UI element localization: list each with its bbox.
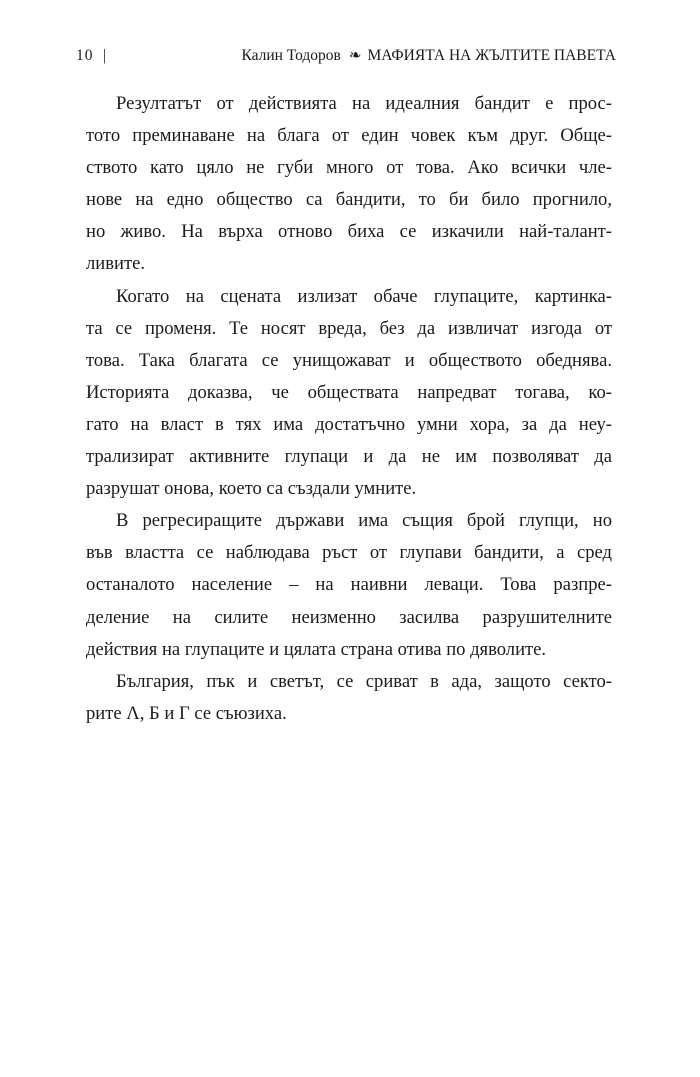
author-name: Калин Тодоров: [241, 47, 341, 64]
running-header: [76, 44, 616, 68]
text-line: деление на силите неизменно засилва разрушителните: [86, 606, 612, 628]
body-text: [86, 88, 612, 730]
text-line: останалото население – на наивни леваци. Това разпре-: [86, 574, 612, 596]
text-line: Когато на сцената излизат обаче глупаците, картинка-: [116, 285, 612, 307]
text-line: действия на глупаците и цялата страна отива по дяволите.: [86, 638, 547, 660]
book-title: МАФИЯТА НА ЖЪЛТИТЕ ПАВЕТА: [367, 47, 616, 64]
paragraph: [86, 666, 612, 730]
page-number-separator: |: [103, 47, 107, 64]
text-line: Историята доказва, че обществата напредват тогава, ко-: [86, 381, 612, 403]
running-head: [241, 44, 616, 68]
text-line: ството като цяло не губи много от това. Ако всички чле-: [86, 157, 612, 179]
page-number: 10: [76, 47, 94, 64]
text-line: тото преминаване на блага от един човек към друг. Обще-: [86, 125, 612, 147]
text-line: България, пък и светът, се сриват в ада, защото секто-: [116, 670, 612, 692]
text-line: трализират активните глупаци и да не им позволяват да: [86, 446, 612, 468]
text-line: та се променя. Те носят вреда, без да извличат изгода от: [86, 317, 612, 339]
text-line: разрушат онова, което са създали умните.: [86, 478, 417, 500]
text-line: това. Така благата се унищожават и обществото обеднява.: [86, 349, 612, 371]
text-line: ливите.: [86, 253, 145, 275]
fleuron-icon: ❧: [348, 48, 362, 64]
text-line: във властта се наблюдава ръст от глупави бандити, а сред: [86, 542, 612, 564]
text-line: но живо. На върха отново биха се изкачили най-талант-: [86, 221, 612, 243]
text-line: нове на едно общество са бандити, то би било прогнило,: [86, 189, 612, 211]
paragraph: [86, 281, 612, 506]
paragraph: [86, 505, 612, 665]
text-line: В регресиращите държави има същия брой глупци, но: [116, 510, 612, 532]
text-line: Резултатът от действията на идеалния бандит е прос-: [116, 93, 612, 114]
text-line: гато на власт в тях има достатъчно умни хора, за да неу-: [86, 413, 612, 435]
paragraph: [86, 88, 612, 281]
text-line: рите Λ, Б и Г се съюзиха.: [86, 702, 287, 724]
